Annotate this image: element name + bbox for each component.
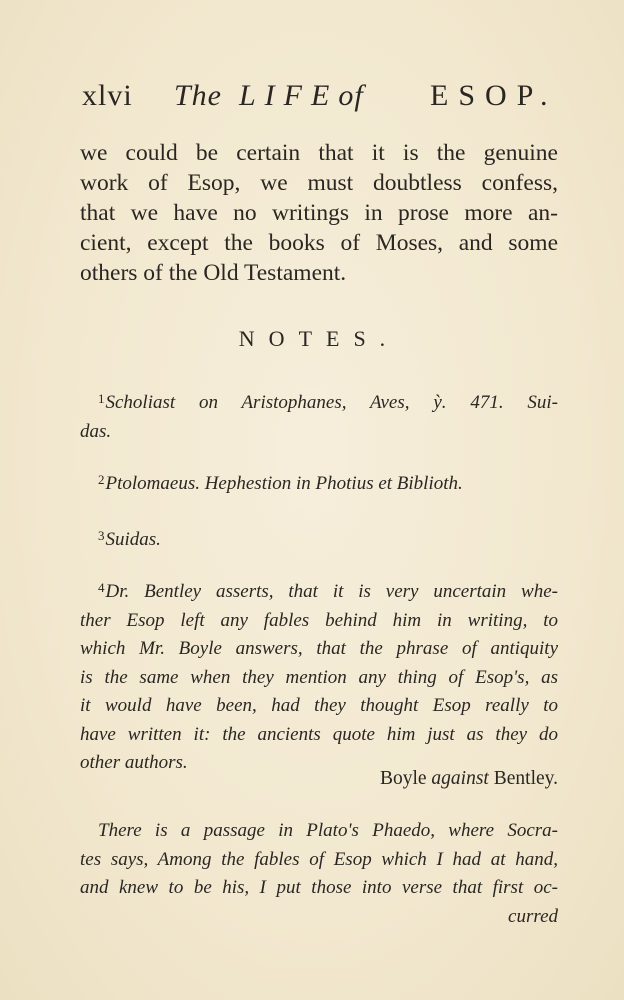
note-attribution	[380, 768, 558, 790]
note-text: Dr. Bentley asserts, that it is very uncertain whe-	[105, 581, 558, 602]
note-text: and knew to be his, I put those into verse that first oc-	[80, 877, 558, 898]
notes-heading: NOTES.	[238, 326, 400, 351]
note-text: other authors.	[80, 752, 188, 773]
attribution-boyle: Boyle	[379, 768, 427, 789]
running-header	[82, 76, 558, 116]
body-line: we could be certain that it is the genuine	[80, 140, 558, 166]
note-marker: 3	[98, 528, 105, 543]
note-text: tes says, Among the fables of Esop which I had at hand,	[80, 848, 558, 870]
note-marker: 4	[98, 580, 105, 595]
note-4	[80, 574, 558, 778]
note-text: it would have been, had they thought Esop really to	[80, 695, 558, 716]
note-text: Suidas.	[105, 529, 161, 550]
title-the: The	[174, 79, 222, 112]
attribution-against: against	[431, 768, 489, 789]
note-text: is the same when they mention any thing of Esop's, as	[80, 666, 558, 688]
note-text: have written it: the ancients quote him just as they do	[80, 723, 558, 745]
title-life: LIFE	[239, 79, 339, 112]
note-3	[80, 522, 558, 555]
note-marker: 1	[98, 391, 105, 406]
note-5	[80, 817, 558, 931]
body-line: others of the Old Testament.	[80, 260, 347, 286]
title-name: ESOP.	[430, 79, 558, 112]
running-title	[174, 76, 364, 116]
title-of: of	[338, 79, 364, 112]
catchword: curred	[508, 905, 558, 927]
body-line: work of Esop, we must doubtless confess,	[80, 170, 558, 196]
main-paragraph	[80, 138, 558, 288]
note-2	[80, 466, 558, 499]
note-text: There is a passage in Plato's Phaedo, where Socra-	[98, 820, 558, 841]
attribution-bentley: Bentley.	[493, 768, 558, 789]
page-number: xlvi	[82, 79, 133, 112]
body-line: that we have no writings in prose more an-	[80, 200, 558, 226]
note-text: which Mr. Boyle answers, that the phrase of antiquity	[80, 638, 558, 659]
note-text: Ptolomaeus. Hephestion in Photius et Biblioth.	[105, 473, 463, 494]
note-marker: 2	[98, 472, 105, 487]
note-text: Scholiast on Aristophanes, Aves, ỳ. 471. Sui-	[105, 392, 558, 413]
note-text: das.	[80, 420, 112, 442]
note-text: ther Esop left any fables behind him in writing, to	[80, 609, 558, 631]
note-1	[80, 385, 558, 446]
body-line: cient, except the books of Moses, and some	[80, 230, 558, 256]
